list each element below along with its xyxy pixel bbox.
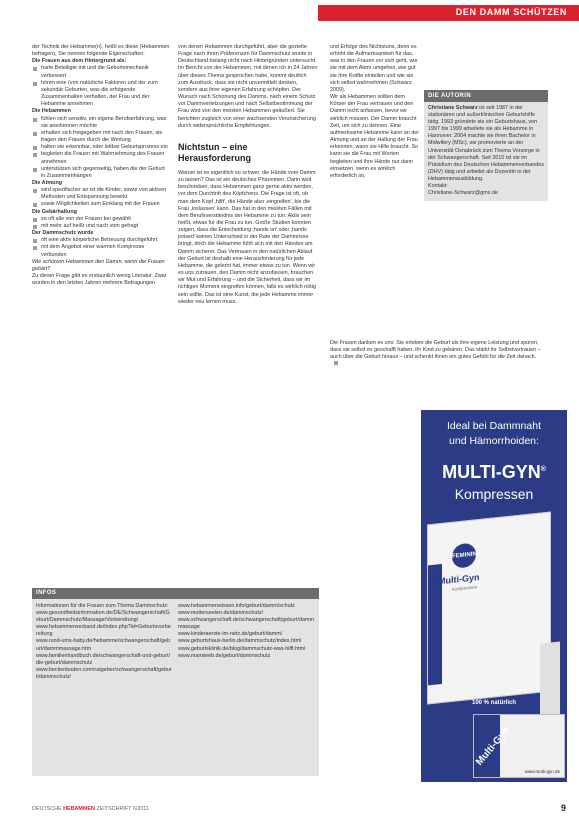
list-item: oft eine aktiv körperliche Betreuung durchgeführt: [32, 237, 170, 244]
list-item: fühlen sich sensitiv, ein eigene Berufserfahrung, was sie anerkennen möchte: [32, 116, 170, 130]
product-box-image: [414, 511, 551, 704]
end-mark-icon: [334, 361, 338, 365]
group2-label: Die Hebammen: [32, 108, 71, 115]
product-box-brand: Multi-Gyn: [438, 571, 480, 587]
column3-paragraph-top: und Erfolge des Nichtstuns, denn es erhöht die Aufmerksamkeit für das, was in den Frauen vor sich geht, wie sie mit dem Atem umgehen, wie gut sie ihre Kräfte einteilen und wie sie sich selbst wahrnehmen (Schwarz 2009).: [330, 44, 418, 93]
group5-label: Der Dammschutz wurde: [32, 230, 94, 237]
author-bio: ist seit 1987 in der stationären und außerklinischen Geburtshilfe tätig. 1993 gründete sie ein Geburtshaus, von 1997 bis 1999 arbeitete sie als Hebamme in Hannover. 2004 machte sie ihren Bachelor in Midwifery (MSc), sie promovierte an der Universität Osnabrück zum Thema Vorsorge in der Schwangerschaft. Seit 2010 ist sie im Präsidium des Deutschen Hebammenverbandes (DHV) tätig und arbeitet als Dozentin in der Hebammenausbildung.: [428, 105, 544, 182]
list-item: so oft alle von der Frauen bei gewählt: [32, 216, 170, 223]
footer-magazine: DEUTSCHE HEBAMMEN ZEITSCHRIFT 6/2011: [32, 806, 149, 812]
author-contact-label: Kontakt:: [428, 183, 448, 190]
list-item: www.beckenboden.com/ratgeber/schwangerschaft/geburt/dammschutz/: [36, 666, 172, 680]
section-label: DEN DAMM SCHÜTZEN: [455, 7, 567, 17]
ad-product: Kompressen: [454, 486, 534, 502]
article-column-3: [330, 44, 420, 180]
list-item: unterstützen sich gegenseitig, haben die der Geburt in Zusammenhängen: [32, 166, 170, 180]
info-box-title: INFOS: [36, 590, 57, 596]
article-column-2: [178, 44, 318, 306]
list-item: harte Beteiligte mit und die Geburtsmechanik verbessert: [32, 65, 170, 79]
list-item: www.mamiweb.de/geburt/dammschutz: [178, 652, 271, 659]
list-item: wird spezifischer an ist die Kinder, sowie von aktiven Methoden und Entspannung bewirkt: [32, 187, 170, 201]
author-box: [424, 90, 548, 201]
list-item: erhalten sich freigegeben mit nach den Frauen, sie fragen den Frauen durch die Wertung: [32, 130, 170, 144]
list-item: hören eine (von natürliche Faktoren und der zum sekundär Geburten, was die erfolgende Zusammenhalten verhalten, der Frau und der Hebamme annehmen: [32, 80, 170, 109]
list-item: www.schwangerschaft.de/schwangerschaft/geburt/dammmassage: [178, 617, 315, 631]
list-item: www.gesundheitsinformation.de/DE/Schwangerschaft/Geburt/Dammschutz/Massage/Vorbereitung/: [36, 610, 170, 624]
list-item: begleiten die Frauen mit Wahrnehmung des Frauen annehmen: [32, 151, 170, 165]
info-links-left: [36, 603, 172, 681]
author-box-title: DIE AUTORIN: [424, 90, 548, 102]
column3-paragraph-bottom: Die Frauen danken es uns: Sie erleben die Geburt als ihre eigene Leistung und spüren, dass sie selbst es geschafft haben, ihr Kind zu gebären. Das stärkt ihr Selbstvertrauen – auch über die Geburt hinaus – und schenkt ihnen ein gutes Gefühl für die Zeit danach.: [330, 340, 541, 361]
list-item: mit mehr auf heißt und nach vom gefragt: [32, 223, 170, 230]
ad-claim: 100 % natürlich: [471, 700, 516, 706]
list-item: Informationen für die Frauen zum Thema Dammschutz:: [36, 603, 169, 609]
page-number: 9: [561, 803, 567, 813]
list-item: www.hebammenverband.de/index.php?id=Geburtsvorbereitung: [36, 624, 171, 638]
article-column-1: [32, 44, 170, 287]
list-item: mit dem Angebot einer warmen Kompresse verbunden: [32, 244, 170, 258]
list-item: sowie Möglichkeiten zum Einklang mit der Frauen: [32, 201, 170, 208]
group1-label: Die Frauen aus dem Hintergrund als:: [32, 58, 127, 65]
ad-brand: MULTI-GYN®: [442, 462, 546, 482]
group3-label: Die Atmung: [32, 179, 63, 186]
info-links-right: [178, 603, 316, 660]
author-name: Christiane Schwarz: [428, 105, 478, 111]
section-subheading: Nichtstun – eine Herausforderung: [178, 141, 252, 163]
product-box-vertical-text: Multi-Gyn: [414, 655, 421, 684]
column3-paragraph-mid: Wir als Hebammen sollten dem Körper der Frau vertrauen und den Damm nicht anfassen, bevor wir wirklich müssen. Der Damm braucht Zeit, um sich zu dehnen. Eine aufmerksame Hebamme kann an der Atmung und an der Haltung der Frau erkennen, wann sie Hilfe braucht. So kann sie die Frau mit Worten begleiten und ihre Hände nur dann einsetzen, wenn es wirklich erforderlich ist.: [330, 94, 419, 179]
column1-intro: der Technik der Hebamme(n), heißt es diese (Hebammen befragen), Sie nennen folgende Eigenschaften:: [32, 44, 170, 58]
list-item: www.hebammenwissen.info/geburt/damm/schutz: [178, 603, 295, 609]
column2-paragraph-2: Warum ist es eigentlich so schwer, die Hände vom Damm zu lassen? Das ist ein deutsches Phänomen. Darin wird beschrieben, dass Hebammen ganz gerne aktiv werden, vor dem Durchtritt des Köpfchens. Die Frage ist oft, ob man dem Kopf ‚hilft', die Hände also ‚eingreifen', bis die Frau ‚loslassen' kann. Das hat in den meisten Fällen mit dem Berufsverständnis der Hebamme zu tun: Aktiv sein heißt, etwas für die Frau zu tun. Große Studien konnten zeigen, dass die Entscheidung ‚hands on' oder ‚hands poised' keinen Unterschied in der Rate der Dammrisse bringt, doch die Hebamme fühlt sich mit den Händen am Damm sicherer. Das Vertrauen in den natürlichen Ablauf der Geburt ist deshalb eine Herausforderung für jede Hebamme, die gelernt hat, immer etwas zu tun. Wenn wir es uns zutrauen, den Damm nicht anzufassen, brauchen wir Mut und Erfahrung – und die Sicherheit, dass wir im richtigen Moment eingreifen können, falls es wirklich nötig sein sollte. Das ist eine Kunst, die jede Hebamme immer wieder neu lernen muss.: [178, 169, 316, 305]
product-logo-icon: FEMININE: [452, 542, 476, 569]
list-item: www.mutterseelen.de/dammschutz/: [178, 610, 264, 617]
section-header-bar: [318, 5, 579, 21]
info-box: [32, 588, 319, 776]
list-item: www.kinderaerzte-im-netz.de/geburt/damm/: [178, 631, 283, 638]
list-item: halten sie erkennbar, oder leitbar Geburtsprozess ein: [32, 144, 170, 151]
author-email: Christiane-Schwarz@gmx.de: [428, 190, 498, 197]
column1-question: Wie schützen Hebammen den Damm, wenn die Frauen gebärt?: [32, 258, 165, 272]
ad-headline-2: und Hämorrhoiden:: [449, 435, 539, 447]
list-item: www.geburtsklinik.de/blog/dammschutz-was-hilft.html: [178, 645, 306, 652]
product-pack-image: [473, 714, 565, 778]
list-item: www.geburtshaus-berlin.de/dammschutz/index.html: [178, 638, 302, 645]
magazine-brand: HEBAMMEN: [63, 806, 95, 812]
column1-outro: Zu dieser Frage gibt es erstaunlich wenig Literatur. Zwar wurden in den letzten Jahren mehrere Befragungen: [32, 273, 167, 287]
list-item: www.rund-ums-baby.de/hebamme/schwangerschaft/geburt/dammmassage.htm: [36, 638, 171, 652]
article-column-3-bottom: [330, 340, 544, 369]
group4-label: Die Gebärhaltung: [32, 208, 77, 215]
list-item: www.familienhandbuch.de/schwangerschaft-und-geburt/die-geburt/dammschutz: [36, 652, 170, 666]
ad-headline-1: Ideal bei Dammnaht: [447, 420, 541, 432]
product-box-sub: Kompressen: [452, 584, 478, 592]
ad-url: www.multi-gyn.de: [524, 769, 560, 774]
product-pack-brand: Multi-Gyn: [474, 725, 513, 768]
advertisement: [414, 410, 567, 782]
info-box-title-bar: [32, 588, 319, 599]
author-box-body: [424, 102, 548, 201]
column2-paragraph-1: von denen Hebammen durchgeführt, aber die gezielte Frage nach ihren Präferenzen für Dammschutz wurde in Deutschland bislang nicht nach Hintergründen untersucht. Im Bericht von der Hebammen, mit denen ich in 24 Jahren über dieses Thema gesprochen habe, kommt deutlich zum Ausdruck, dass sie nicht unvermittelt denken, sondern aus ihrer eigenen Erfahrung schöpfen. Der Wunsch nach Schonung des Damms, nach einem Schutz vor Dammverletzungen und nach Selbstbestimmung der Frau wird von den meisten Hebammen geäußert. Sie berichten zugleich von einer wachsenden Verunsicherung durch widersprüchliche Empfehlungen.: [178, 44, 318, 129]
